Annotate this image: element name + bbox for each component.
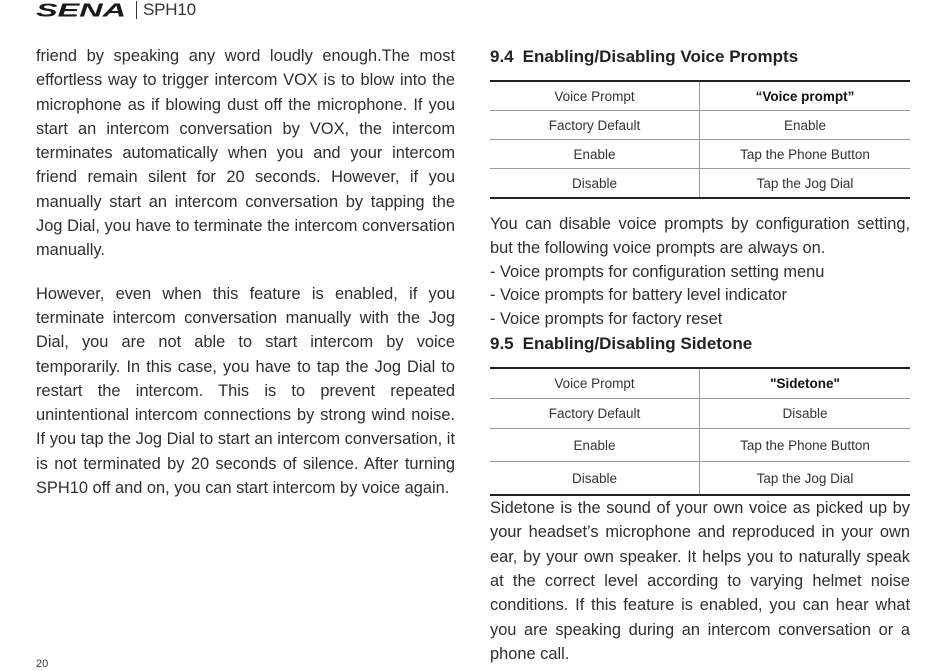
voice-prompt-table (490, 80, 910, 199)
table-cell: "Sidetone" (700, 368, 911, 399)
table-cell: Voice Prompt (490, 368, 700, 399)
table-cell: Tap the Phone Button (700, 140, 911, 169)
table-cell: Enable (490, 429, 700, 462)
table-cell: Factory Default (490, 111, 700, 140)
section-number: 9.5 (490, 334, 514, 354)
table-row (490, 111, 910, 140)
page-header (36, 0, 196, 20)
table-row (490, 368, 910, 399)
header-divider (136, 1, 137, 19)
table-cell: “Voice prompt” (700, 81, 911, 111)
sena-logo (36, 2, 128, 18)
paragraph: Sidetone is the sound of your own voice as picked up by your headset’s microphone and reproduced in your own ear, by your own speaker. It helps you to naturally speak at the correct level according to varying helmet noise conditions. If this feature is enabled, you can hear what you are speaking during an intercom conversation or a phone call. (490, 499, 910, 663)
sidetone-table (490, 367, 910, 496)
table-cell: Disable (490, 462, 700, 496)
table-row (490, 429, 910, 462)
table-row (490, 399, 910, 429)
model-name: SPH10 (143, 0, 196, 19)
table-row (490, 462, 910, 496)
table-cell: Disable (700, 399, 911, 429)
table-cell: Factory Default (490, 399, 700, 429)
table-cell: Enable (700, 111, 911, 140)
table-cell: Voice Prompt (490, 81, 700, 111)
table-cell: Tap the Jog Dial (700, 169, 911, 199)
always-on-list (490, 261, 910, 332)
section-title: Enabling/Disabling Voice Prompts (522, 47, 799, 66)
section-heading-sidetone (490, 331, 910, 357)
table-cell: Tap the Jog Dial (700, 462, 911, 496)
table-row (490, 81, 910, 111)
section-title: Enabling/Disabling Sidetone (522, 334, 753, 354)
section-heading-voice-prompts (490, 44, 910, 70)
list-item: - Voice prompts for battery level indicator (490, 284, 910, 308)
list-item: - Voice prompts for factory reset (490, 308, 910, 332)
table-cell: Disable (490, 169, 700, 199)
table-row (490, 140, 910, 169)
paragraph: You can disable voice prompts by configuration setting, but the following voice prompts are always on. (490, 215, 910, 258)
right-column (490, 44, 910, 666)
list-item: - Voice prompts for configuration setting menu (490, 261, 910, 285)
paragraph: friend by speaking any word loudly enough.The most effortless way to trigger intercom VOX is to blow into the microphone as if blowing dust off the microphone. If you start an intercom conversation by VOX, the intercom terminates automatically when you and your intercom friend remain silent for 20 seconds. However, if you manually start an intercom conversation by tapping the Jog Dial, you have to terminate the intercom conversation manually. (36, 47, 455, 260)
section-number: 9.4 (490, 47, 514, 66)
table-cell: Enable (490, 140, 700, 169)
page-number: 20 (36, 658, 49, 670)
svg-text:SENA: SENA (36, 2, 126, 18)
table-row (490, 169, 910, 199)
paragraph: However, even when this feature is enabled, if you terminate intercom conversation manually with the Jog Dial, you are not able to start intercom by voice temporarily. In this case, you have to tap the Jog Dial to restart the intercom. This is to prevent repeated unintentional intercom connections by strong wind noise. If you tap the Jog Dial to start an intercom conversation, it is not terminated by 20 seconds of silence. After turning SPH10 off and on, you can start intercom by voice again. (36, 284, 455, 498)
table-cell: Tap the Phone Button (700, 429, 911, 462)
left-column (36, 44, 455, 500)
